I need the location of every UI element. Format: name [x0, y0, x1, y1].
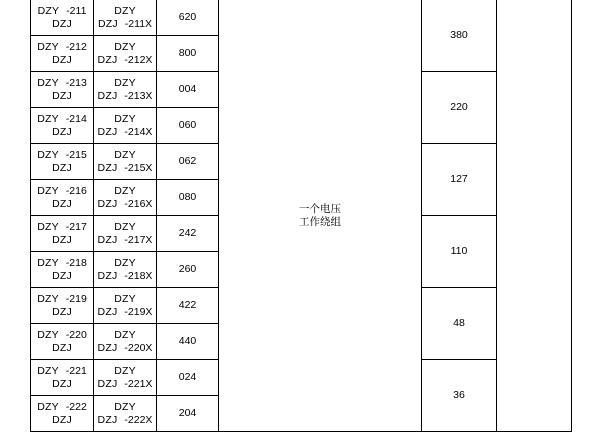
- type-top-suffix: -218: [65, 257, 87, 270]
- cell-voltage-value: 380: [422, 0, 497, 72]
- code-top: DZY: [114, 185, 136, 198]
- type-top: DZY: [37, 365, 59, 378]
- code-bottom: DZJ: [97, 269, 118, 282]
- cell-number: 080: [157, 180, 219, 216]
- cell-code: [94, 288, 157, 324]
- code-top: DZY: [114, 401, 136, 414]
- code-suffix: -219X: [124, 305, 153, 318]
- type-bottom: DZJ: [52, 377, 72, 390]
- cell-code: [94, 180, 157, 216]
- type-top: DZY: [37, 257, 59, 270]
- winding-note-line1: 一个电压: [299, 203, 341, 216]
- code-bottom: DZJ: [97, 161, 118, 174]
- code-suffix: -211X: [124, 17, 153, 30]
- code-suffix: -218X: [124, 269, 153, 282]
- cell-code: [94, 324, 157, 360]
- type-top: DZY: [37, 185, 59, 198]
- cell-type: [31, 288, 94, 324]
- code-suffix: -220X: [124, 341, 153, 354]
- type-bottom: DZJ: [52, 305, 72, 318]
- type-top-suffix: -220: [65, 329, 87, 342]
- type-bottom: DZJ: [52, 233, 72, 246]
- cell-blank: [497, 0, 572, 432]
- cell-code: [94, 72, 157, 108]
- code-top: DZY: [114, 77, 136, 90]
- type-top-suffix: -222: [65, 401, 87, 414]
- code-bottom: DZJ: [97, 341, 118, 354]
- code-top: DZY: [114, 329, 136, 342]
- type-bottom: DZJ: [52, 89, 72, 102]
- cell-type: [31, 216, 94, 252]
- type-top-suffix: -211: [66, 5, 87, 18]
- type-top: DZY: [37, 329, 59, 342]
- code-top: DZY: [114, 149, 136, 162]
- cell-number: 060: [157, 108, 219, 144]
- type-top: DZY: [37, 293, 59, 306]
- type-bottom: DZJ: [52, 161, 72, 174]
- code-bottom: DZJ: [97, 233, 118, 246]
- cell-type: [31, 360, 94, 396]
- cell-voltage-value: 220: [422, 72, 497, 144]
- code-bottom: DZJ: [97, 17, 118, 30]
- type-top: DZY: [37, 401, 59, 414]
- code-top: DZY: [114, 221, 136, 234]
- type-bottom: DZJ: [52, 197, 72, 210]
- cell-type: [31, 144, 94, 180]
- type-bottom: DZJ: [52, 413, 72, 426]
- type-bottom: DZJ: [52, 269, 72, 282]
- cell-number: 440: [157, 324, 219, 360]
- cell-type: [31, 0, 94, 36]
- cell-code: [94, 36, 157, 72]
- code-suffix: -214X: [124, 125, 153, 138]
- type-top-suffix: -213: [65, 77, 87, 90]
- code-suffix: -221X: [124, 377, 153, 390]
- code-bottom: DZJ: [97, 125, 118, 138]
- type-bottom: DZJ: [52, 53, 72, 66]
- cell-number: 422: [157, 288, 219, 324]
- code-top: DZY: [114, 257, 136, 270]
- cell-code: [94, 252, 157, 288]
- cell-type: [31, 108, 94, 144]
- code-bottom: DZJ: [97, 89, 118, 102]
- cell-number: 004: [157, 72, 219, 108]
- type-bottom: DZJ: [52, 125, 72, 138]
- code-bottom: DZJ: [97, 53, 118, 66]
- winding-note-line2: 工作绕组: [299, 215, 341, 228]
- code-top: DZY: [114, 113, 136, 126]
- type-top-suffix: -221: [65, 365, 87, 378]
- cell-code: [94, 360, 157, 396]
- type-bottom: DZJ: [52, 17, 72, 30]
- cell-number: 204: [157, 396, 219, 432]
- type-top: DZY: [37, 77, 59, 90]
- cell-type: [31, 36, 94, 72]
- cell-code: [94, 0, 157, 36]
- code-top: DZY: [114, 293, 136, 306]
- cell-voltage-value: 36: [422, 360, 497, 432]
- type-top: DZY: [37, 149, 59, 162]
- cell-voltage-value: 110: [422, 216, 497, 288]
- code-bottom: DZJ: [97, 197, 118, 210]
- code-suffix: -217X: [124, 233, 153, 246]
- type-top: DZY: [37, 5, 60, 18]
- cell-number: 260: [157, 252, 219, 288]
- type-top: DZY: [37, 41, 59, 54]
- cell-code: [94, 396, 157, 432]
- cell-number: 062: [157, 144, 219, 180]
- cell-code: [94, 144, 157, 180]
- code-top: DZY: [114, 41, 136, 54]
- code-suffix: -222X: [124, 413, 153, 426]
- type-top-suffix: -217: [65, 221, 87, 234]
- code-suffix: -216X: [124, 197, 153, 210]
- cell-type: [31, 72, 94, 108]
- cell-type: [31, 252, 94, 288]
- cell-code: [94, 216, 157, 252]
- table-body: [31, 0, 572, 432]
- type-bottom: DZJ: [52, 341, 72, 354]
- type-top-suffix: -214: [65, 113, 87, 126]
- cell-type: [31, 324, 94, 360]
- cell-winding-note: [219, 0, 422, 432]
- cell-voltage-value: 127: [422, 144, 497, 216]
- cell-voltage-value: 48: [422, 288, 497, 360]
- cell-number: 800: [157, 36, 219, 72]
- cell-code: [94, 108, 157, 144]
- type-top: DZY: [37, 113, 59, 126]
- code-suffix: -212X: [124, 53, 153, 66]
- cell-type: [31, 396, 94, 432]
- code-bottom: DZJ: [97, 413, 118, 426]
- code-suffix: -215X: [124, 161, 153, 174]
- table-row: [31, 0, 572, 36]
- type-top-suffix: -216: [65, 185, 87, 198]
- code-top: DZY: [114, 365, 136, 378]
- specification-table: [30, 0, 572, 432]
- code-bottom: DZJ: [97, 305, 118, 318]
- type-top: DZY: [37, 221, 59, 234]
- cell-type: [31, 180, 94, 216]
- type-top-suffix: -215: [65, 149, 87, 162]
- type-top-suffix: -219: [65, 293, 87, 306]
- cell-number: 242: [157, 216, 219, 252]
- code-top: DZY: [114, 5, 136, 18]
- code-bottom: DZJ: [97, 377, 118, 390]
- cell-number: 024: [157, 360, 219, 396]
- type-top-suffix: -212: [65, 41, 87, 54]
- cell-number: 620: [157, 0, 219, 36]
- code-suffix: -213X: [124, 89, 153, 102]
